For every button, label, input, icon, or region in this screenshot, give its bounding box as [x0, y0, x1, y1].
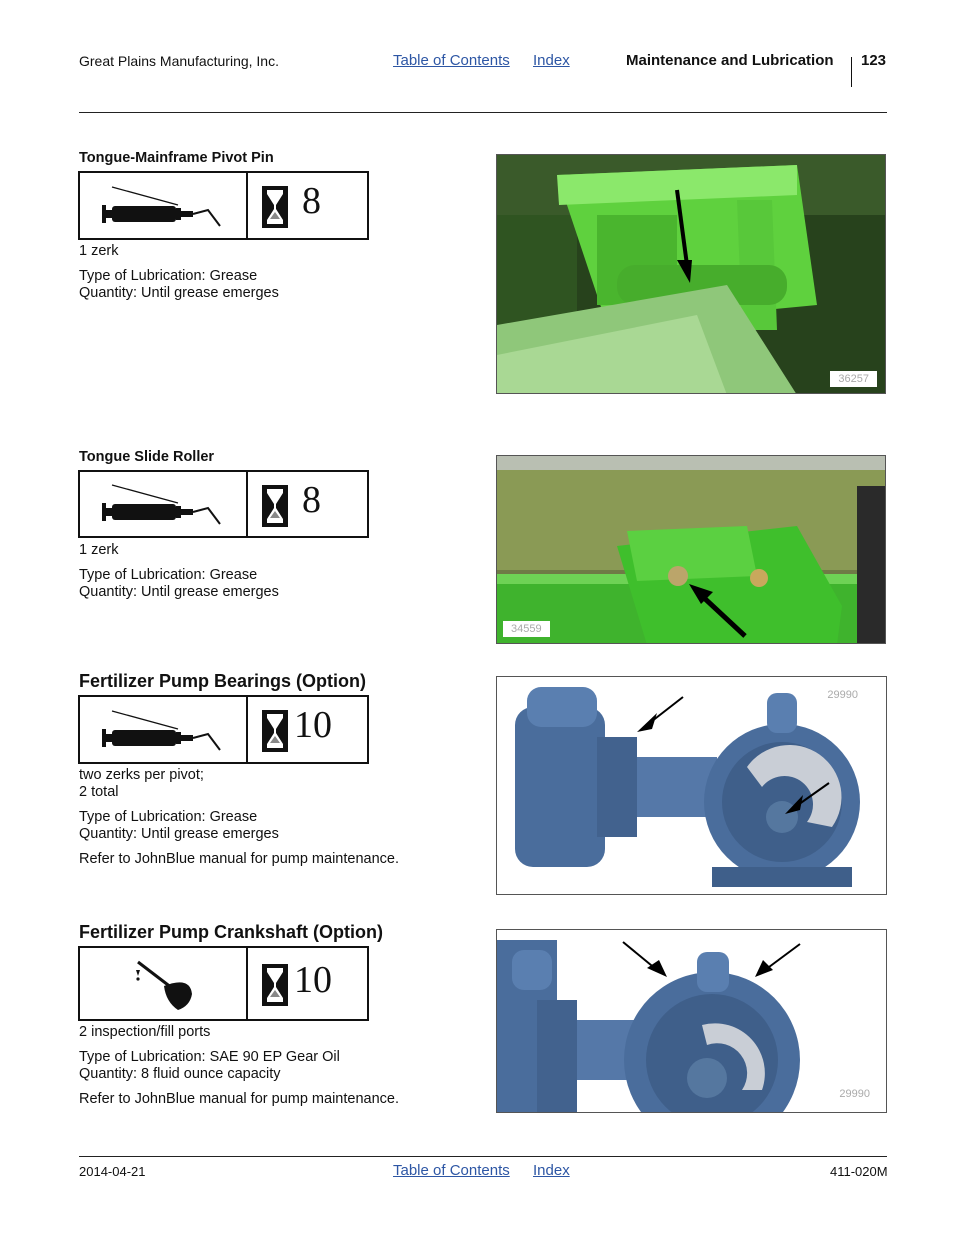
footer-toc-link[interactable]: Table of Contents: [393, 1162, 510, 1179]
lube-symbol-box: [78, 470, 369, 538]
interval-hours: 8: [302, 479, 321, 521]
hourglass-icon: [262, 186, 288, 228]
lube-symbol-box: [78, 695, 369, 764]
company-name: Great Plains Manufacturing, Inc.: [79, 53, 279, 69]
grease-gun-icon: [80, 472, 248, 536]
lubrication-quantity: Quantity: 8 fluid ounce capacity: [79, 1066, 281, 1082]
footer-date: 2014-04-21: [79, 1164, 146, 1179]
pivot-pin-photo: [496, 154, 886, 394]
figure-number: 34559: [503, 621, 550, 637]
lubrication-quantity: Quantity: Until grease emerges: [79, 584, 279, 600]
document-number: 411-020M: [830, 1164, 888, 1179]
section-title: Fertilizer Pump Crankshaft (Option): [79, 922, 384, 942]
pump-bearings-photo: [496, 676, 887, 895]
section-title: Fertilizer Pump Bearings (Option): [79, 671, 367, 691]
footer-index-link[interactable]: Index: [533, 1162, 570, 1179]
interval-hours: 10: [294, 959, 332, 1001]
footer-rule: [79, 1156, 887, 1157]
lube-symbol-box: [78, 946, 369, 1021]
hourglass-icon: [262, 964, 288, 1006]
maintenance-note: Refer to JohnBlue manual for pump maintenance.: [79, 1091, 399, 1107]
hourglass-icon: [262, 710, 288, 752]
section-title: Tongue-Mainframe Pivot Pin: [79, 150, 274, 166]
lubrication-type: Type of Lubrication: Grease: [79, 567, 258, 583]
lubrication-quantity: Quantity: Until grease emerges: [79, 826, 279, 842]
header-toc-link[interactable]: Table of Contents: [393, 52, 510, 69]
lubrication-type: Type of Lubrication: Grease: [79, 809, 258, 825]
pump-crankshaft-photo: [496, 929, 887, 1113]
page-number: 123: [861, 52, 887, 69]
lubrication-type: Type of Lubrication: Grease: [79, 268, 258, 284]
oil-can-icon: [80, 948, 248, 1019]
figure-number: 36257: [830, 371, 877, 387]
section-name: Maintenance and Lubrication: [626, 52, 834, 69]
port-count: 2 inspection/fill ports: [79, 1024, 211, 1040]
figure-number: 29990: [819, 687, 866, 703]
interval-hours: 8: [302, 180, 321, 222]
zerk-count-line1: two zerks per pivot;: [79, 767, 204, 783]
header-index-link[interactable]: Index: [533, 52, 570, 69]
interval-hours: 10: [294, 704, 332, 746]
lubrication-type: Type of Lubrication: SAE 90 EP Gear Oil: [79, 1049, 340, 1065]
header-rule: [79, 112, 887, 113]
grease-gun-icon: [80, 173, 248, 238]
section-title: Tongue Slide Roller: [79, 449, 215, 465]
header-divider: [851, 57, 852, 87]
zerk-count: 1 zerk: [79, 542, 119, 558]
zerk-count: 1 zerk: [79, 243, 119, 259]
lube-symbol-box: [78, 171, 369, 240]
maintenance-note: Refer to JohnBlue manual for pump maintenance.: [79, 851, 399, 867]
zerk-count-line2: 2 total: [79, 784, 119, 800]
lubrication-quantity: Quantity: Until grease emerges: [79, 285, 279, 301]
slide-roller-photo: [496, 455, 886, 644]
figure-number: 29990: [831, 1086, 878, 1102]
grease-gun-icon: [80, 697, 248, 762]
hourglass-icon: [262, 485, 288, 527]
